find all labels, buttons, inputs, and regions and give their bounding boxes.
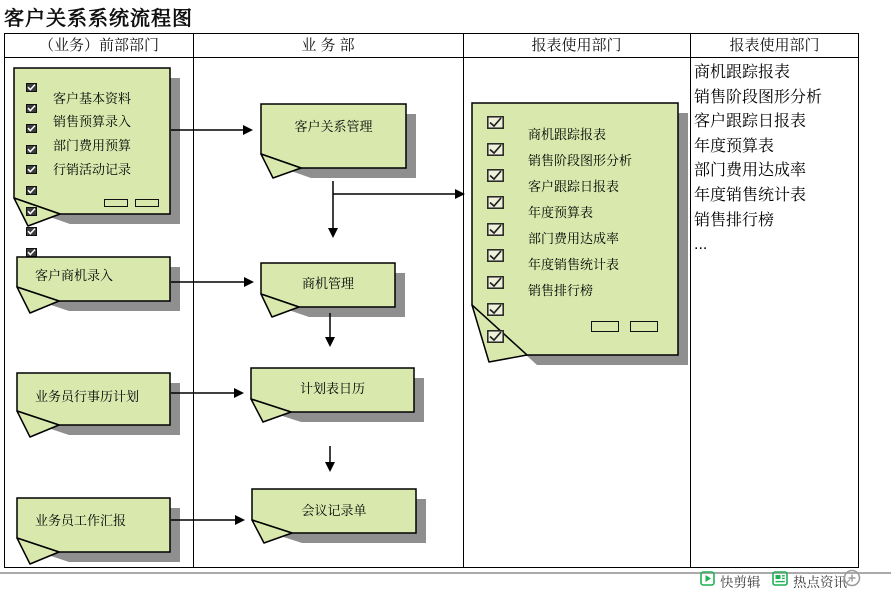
note-text: 计划表日历 (299, 381, 365, 396)
checkbox-icon (487, 303, 504, 321)
lane-divider-3 (690, 33, 691, 568)
header-row-divider (4, 57, 859, 58)
note-text: 年度预算表 (528, 205, 594, 220)
checkbox-icon (26, 223, 37, 241)
blank-button (104, 199, 128, 207)
report-list-item: ... (694, 236, 708, 254)
note-salesman-work-report (17, 498, 182, 578)
report-list-item: 商机跟踪报表 (694, 64, 791, 81)
note-text: 部门费用达成率 (528, 231, 620, 246)
page-title: 客户关系系统流程图 (4, 8, 193, 30)
checkbox-icon (487, 169, 504, 187)
checkbox-icon (487, 143, 504, 161)
checkbox-icon (487, 276, 504, 294)
blank-button (591, 321, 619, 332)
note-text: 业务员工作汇报 (35, 513, 127, 528)
checkbox-icon (487, 223, 504, 241)
note-meeting-record (252, 489, 428, 561)
note-crm (261, 104, 419, 196)
report-list-item: 客户跟踪日报表 (694, 113, 807, 131)
checkbox-icon (26, 182, 37, 200)
lane-divider-2 (463, 33, 464, 568)
news-icon (772, 571, 788, 590)
note-text: 销售阶段图形分析 (528, 153, 633, 168)
note-salesman-calendar-plan (17, 373, 182, 453)
play-icon (700, 571, 715, 590)
note-text: 商机管理 (301, 276, 354, 291)
hot-news-label: 热点资讯 (793, 575, 847, 590)
note-schedule-calendar (251, 368, 426, 438)
checkbox-icon (487, 116, 504, 134)
report-list-item: 销售排行榜 (694, 211, 775, 229)
note-text: 客户跟踪日报表 (528, 179, 620, 194)
lane-header-front-dept: （业务）前部部门 (38, 37, 159, 54)
report-list-item: 年度预算表 (694, 137, 775, 155)
lane-header-business-dept: 业 务 部 (301, 37, 355, 54)
blank-button (135, 199, 159, 207)
report-list-item: 部门费用达成率 (694, 162, 807, 180)
note-text: 行销活动记录 (53, 162, 132, 177)
quick-clip-label: 快剪辑 (720, 575, 761, 590)
lane-header-report-dept: 报表使用部门 (531, 37, 622, 54)
checkbox-icon (26, 120, 37, 138)
accelerator-ball-button[interactable] (843, 569, 861, 590)
checkbox-icon (26, 100, 37, 118)
note-text: 销售预算录入 (53, 114, 132, 129)
note-text: 客户商机录入 (35, 268, 114, 283)
note-text: 部门费用预算 (53, 138, 132, 153)
note-text: 销售排行榜 (528, 283, 594, 298)
report-name-list (694, 61, 854, 258)
lane-divider-1 (193, 33, 194, 568)
note-text: 业务员行事历计划 (35, 389, 140, 404)
checkbox-icon (26, 203, 37, 221)
checkbox-icon (487, 330, 504, 348)
note-opportunity-entry (17, 257, 182, 327)
note-text: 客户关系管理 (294, 119, 373, 134)
checklist-icons (487, 116, 504, 348)
note-text: 客户基本资料 (53, 91, 132, 106)
hot-news-button[interactable] (772, 571, 847, 590)
checkbox-icon (26, 79, 37, 97)
checkbox-icon (487, 249, 504, 267)
quick-clip-button[interactable] (700, 571, 761, 590)
blank-button (630, 321, 658, 332)
note-text: 商机跟踪报表 (528, 127, 607, 142)
accelerator-icon (843, 569, 861, 590)
note-basic-data (14, 68, 182, 243)
checkbox-icon (26, 141, 37, 159)
checklist-icons (26, 79, 37, 282)
note-text: 年度销售统计表 (528, 257, 620, 272)
checkbox-icon (487, 196, 504, 214)
checkbox-icon (26, 161, 37, 179)
lane-header-report-dept-2: 报表使用部门 (729, 37, 820, 54)
report-list-item: 销售阶段图形分析 (694, 88, 823, 106)
report-list-item: 年度销售统计表 (694, 186, 807, 204)
note-text: 会议记录单 (301, 503, 367, 518)
note-reports (472, 103, 690, 378)
note-opportunity-mgmt (261, 263, 407, 333)
